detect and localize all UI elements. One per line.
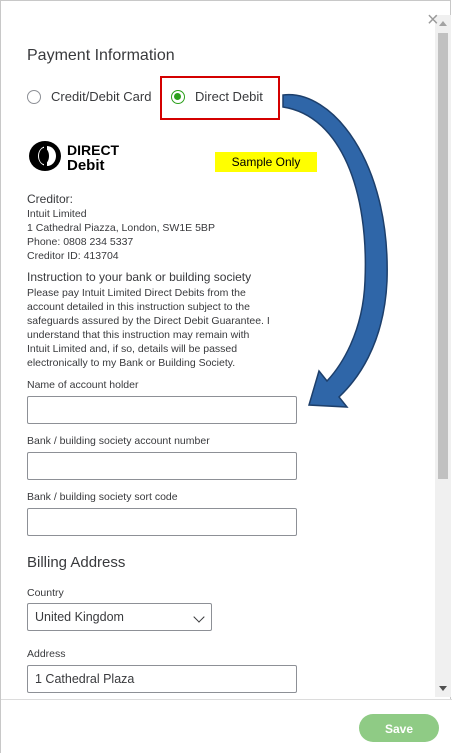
country-value: United Kingdom bbox=[35, 610, 124, 624]
dialog-footer bbox=[1, 699, 452, 755]
country-select[interactable] bbox=[27, 603, 212, 631]
dialog-title: Payment Information bbox=[27, 47, 175, 64]
radio-label: Credit/Debit Card bbox=[51, 89, 152, 104]
instruction-line: electronically to my Bank or Building Society. bbox=[27, 357, 236, 369]
creditor-phone: Phone: 0808 234 5337 bbox=[27, 236, 134, 248]
account-number-input[interactable] bbox=[27, 452, 297, 480]
account-holder-input[interactable] bbox=[27, 396, 297, 424]
instruction-line: account detailed in this instruction subject to the bbox=[27, 301, 250, 313]
direct-debit-logo bbox=[27, 139, 137, 173]
instruction-line: Please pay Intuit Limited Direct Debits from the bbox=[27, 287, 246, 299]
scroll-down-icon[interactable] bbox=[435, 681, 451, 697]
logo-line2: Debit bbox=[67, 157, 105, 173]
logo-line1: DIRECT bbox=[67, 142, 120, 158]
address-input[interactable]: 1 Cathedral Plaza bbox=[27, 665, 297, 693]
save-button[interactable]: Save bbox=[359, 714, 439, 742]
address-label: Address bbox=[27, 648, 66, 660]
country-label: Country bbox=[27, 587, 64, 599]
billing-address-heading: Billing Address bbox=[27, 554, 126, 571]
account-number-label: Bank / building society account number bbox=[27, 435, 210, 447]
radio-credit-debit-card[interactable] bbox=[27, 89, 151, 104]
instruction-line: Intuit Limited and, if so, details will be passed bbox=[27, 343, 238, 355]
instruction-line: safeguards assured by the Direct Debit Guarantee. I bbox=[27, 315, 270, 327]
radio-label: Direct Debit bbox=[195, 89, 263, 104]
creditor-id: Creditor ID: 413704 bbox=[27, 250, 119, 262]
sample-only-label: Sample Only bbox=[215, 152, 317, 172]
account-holder-label: Name of account holder bbox=[27, 379, 139, 391]
close-icon[interactable]: × bbox=[427, 9, 439, 31]
scroll-thumb[interactable] bbox=[438, 33, 448, 479]
instruction-heading: Instruction to your bank or building society bbox=[27, 270, 252, 284]
sort-code-label: Bank / building society sort code bbox=[27, 491, 178, 503]
annotation-arrow-icon bbox=[271, 81, 396, 416]
radio-unchecked-icon[interactable] bbox=[27, 90, 41, 104]
creditor-heading: Creditor: bbox=[27, 192, 74, 206]
instruction-line: understand that this instruction may remain with bbox=[27, 329, 250, 341]
dialog-content bbox=[1, 1, 435, 699]
highlight-annotation-box bbox=[160, 76, 280, 120]
sort-code-input[interactable] bbox=[27, 508, 297, 536]
chevron-down-icon bbox=[193, 611, 204, 622]
creditor-address: 1 Cathedral Piazza, London, SW1E 5BP bbox=[27, 222, 215, 234]
creditor-name: Intuit Limited bbox=[27, 208, 87, 220]
vertical-scrollbar[interactable] bbox=[435, 15, 451, 697]
